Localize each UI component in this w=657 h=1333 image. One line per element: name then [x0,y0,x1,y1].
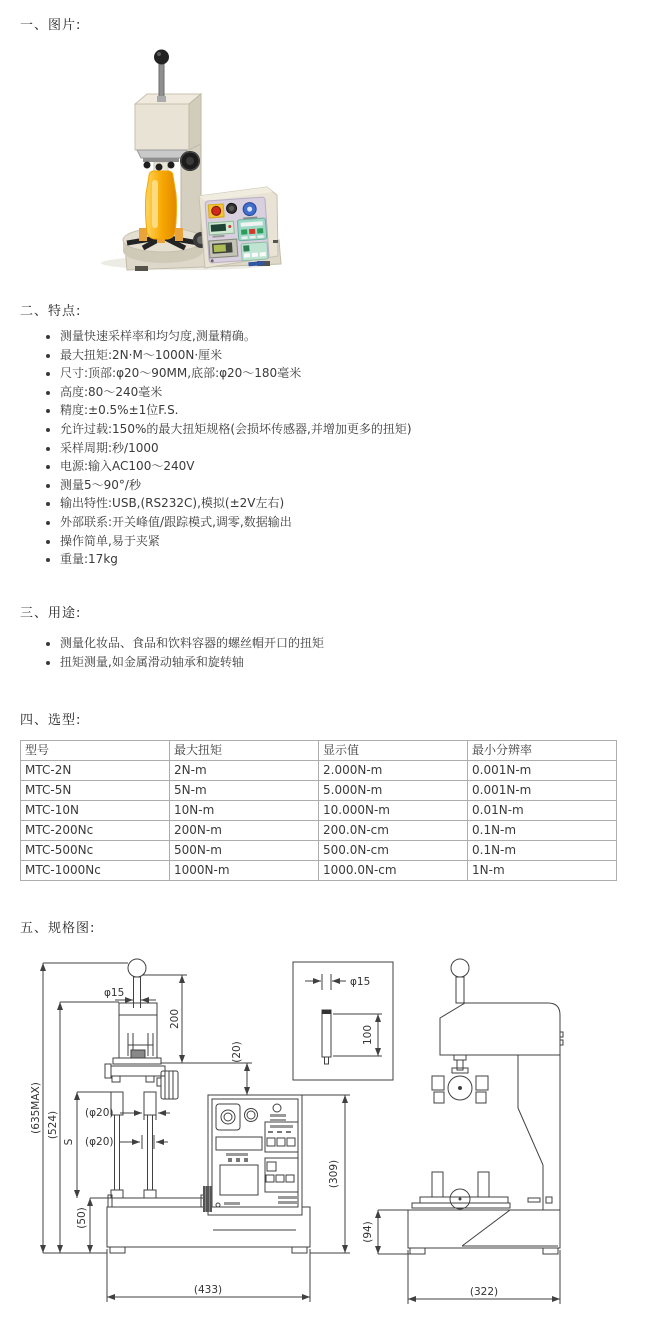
dim-label-phi20-a: (φ20) [85,1107,114,1119]
table-header-cell: 最大扭矩 [170,741,319,761]
dim-label-phi15-front: φ15 [104,987,125,999]
dim-label-635max: (635MAX) [30,1082,42,1134]
list-item: • 扭矩测量,如金属滑动轴承和旋转轴 [60,653,324,672]
table-cell: 2.000N-m [319,761,468,781]
dim-label-s: S [63,1138,75,1146]
table-cell: MTC-5N [21,781,170,801]
table-cell: 1000.0N-cm [319,861,468,881]
table-row [21,861,617,881]
dim-label-309: (309) [328,1159,340,1189]
dim-label-322: (322) [469,1286,499,1298]
table-cell: 0.01N-m [468,801,617,821]
table-cell: 5.000N-m [319,781,468,801]
section-heading-uses: 三、用途: [20,606,82,621]
front-dimensions [43,963,350,1302]
list-item: • 测量化妆品、食品和饮料容器的螺丝帽开口的扭矩 [60,634,324,653]
table-cell: MTC-10N [21,801,170,821]
dim-label-50: (50) [76,1207,88,1229]
side-view [378,959,563,1304]
table-cell: 0.1N-m [468,821,617,841]
table-header-row [21,741,617,761]
table-head [21,741,617,761]
table-header-cell: 型号 [21,741,170,761]
list-item: • 输出特性:USB,(RS232C),模拟(±2V左右) [60,494,412,513]
list-item: • 操作简单,易于夹紧 [60,532,412,551]
dim-label-20: (20) [231,1041,243,1063]
product-photo [97,44,287,272]
table-cell: 1N-m [468,861,617,881]
dim-label-433: (433) [193,1284,223,1296]
spec-drawing [30,948,650,1326]
section-heading-features: 二、特点: [20,304,82,319]
table-row [21,801,617,821]
table-cell: 2N-m [170,761,319,781]
front-console [203,1095,302,1230]
table-cell: 500N-m [170,841,319,861]
dim-label-94: (94) [362,1221,374,1243]
table-cell: MTC-2N [21,761,170,781]
table-cell: 10.000N-m [319,801,468,821]
model-selection-table [20,740,617,881]
table-cell: 500.0N-cm [319,841,468,861]
section-heading-image: 一、图片: [20,18,82,33]
torque-tester-photo [97,44,287,272]
turntable-adjust-knob [203,1186,212,1212]
dim-label-524: (524) [47,1110,59,1140]
dim-label-100: 100 [362,1024,374,1046]
sample-bottle [139,162,183,243]
table-row [21,821,617,841]
table-cell: MTC-200Nc [21,821,170,841]
table-body [21,761,617,881]
table-header-cell: 显示值 [319,741,468,761]
section-heading-spec-drawing: 五、规格图: [20,921,96,936]
list-item: • 测量快速采样率和均匀度,测量精确。 [60,327,412,346]
table-cell: 0.001N-m [468,761,617,781]
console [199,187,278,269]
list-item: • 尺寸:顶部:φ20〜90MM,底部:φ20〜180毫米 [60,364,412,383]
list-item: • 允许过载:150%的最大扭矩规格(会损坏传感器,并增加更多的扭矩) [60,420,412,439]
list-item: • 最大扭矩:2N·M〜1000N·厘米 [60,346,412,365]
list-item: • 高度:80〜240毫米 [60,383,412,402]
list-item: • 重量:17kg [60,550,412,569]
list-item: • 测量5〜90°/秒 [60,476,412,495]
table-header-cell: 最小分辨率 [468,741,617,761]
features-list [20,327,412,569]
detail-inset [293,962,393,1080]
table-row [21,761,617,781]
list-item: • 精度:±0.5%±1位F.S. [60,401,412,420]
list-item: • 外部联系:开关峰值/跟踪模式,调零,数据输出 [60,513,412,532]
list-item: • 采样周期:秒/1000 [60,439,412,458]
table-cell: 200N-m [170,821,319,841]
table-cell: MTC-500Nc [21,841,170,861]
dim-label-200: 200 [169,1008,181,1030]
table-row [21,841,617,861]
list-item: • 电源:输入AC100〜240V [60,457,412,476]
dim-label-phi15-detail: φ15 [350,976,371,988]
table-cell: MTC-1000Nc [21,861,170,881]
dimension-drawing [30,948,650,1326]
table-cell: 1000N-m [170,861,319,881]
table-cell: 10N-m [170,801,319,821]
control-panel [205,197,270,269]
table-cell: 5N-m [170,781,319,801]
table-cell: 200.0N-cm [319,821,468,841]
emergency-stop-button [211,206,221,216]
section-heading-selection: 四、选型: [20,713,82,728]
uses-list [20,634,324,671]
dim-label-phi20-b: (φ20) [85,1136,114,1148]
table-cell: 0.001N-m [468,781,617,801]
table-cell: 0.1N-m [468,841,617,861]
table-row [21,781,617,801]
head-block [135,94,201,150]
